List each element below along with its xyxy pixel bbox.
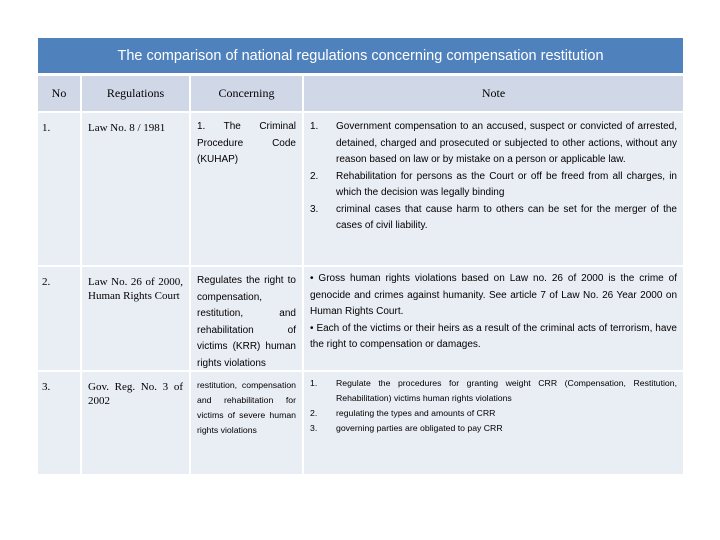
header-regulations: Regulations xyxy=(82,76,191,111)
table-row xyxy=(38,267,683,372)
note-list xyxy=(310,119,677,235)
header-row xyxy=(38,76,683,113)
note-item xyxy=(310,406,677,421)
note-number: 1. xyxy=(310,378,318,388)
note-number: 2. xyxy=(310,170,319,182)
regulation-cell: Gov. Reg. No. 3 of 2002 xyxy=(82,372,191,474)
note-text: Rehabilitation for persons as the Court or off be freed from all charges, in which the decision was legally binding xyxy=(336,170,677,198)
comparison-table xyxy=(38,38,683,476)
note-cell xyxy=(304,113,683,265)
regulation-cell: Law No. 26 of 2000, Human Rights Court xyxy=(82,267,191,370)
row-number: 2. xyxy=(38,267,82,370)
note-number: 3. xyxy=(310,203,319,215)
concerning-cell: 1. The Criminal Procedure Code (KUHAP) xyxy=(191,113,304,265)
header-concerning: Concerning xyxy=(191,76,304,111)
note-item xyxy=(310,119,677,169)
regulation-cell: Law No. 8 / 1981 xyxy=(82,113,191,265)
row-number: 1. xyxy=(38,113,82,265)
note-item xyxy=(310,421,677,436)
note-text: governing parties are obligated to pay CRR xyxy=(336,423,503,433)
table-title: The comparison of national regulations concerning compensation restitution xyxy=(38,38,683,76)
note-text: criminal cases that cause harm to others can be set for the merger of the cases of civil liability. xyxy=(336,203,677,231)
row-number: 3. xyxy=(38,372,82,474)
concerning-cell: Regulates the right to compensation, restitution, and rehabilitation of victims (KRR) human rights violations xyxy=(191,267,304,370)
note-item xyxy=(310,376,677,406)
note-number: 2. xyxy=(310,408,318,418)
note-cell xyxy=(304,267,683,370)
note-text: regulating the types and amounts of CRR xyxy=(336,408,496,418)
header-no: No xyxy=(38,76,82,111)
note-paragraph: • Each of the victims or their heirs as a result of the criminal acts of terrorism, have the right to compensation or damages. xyxy=(310,322,677,350)
table-row xyxy=(38,113,683,267)
note-number: 3. xyxy=(310,423,318,433)
note-text: Government compensation to an accused, suspect or convicted of arrested, detained, charged and prosecuted or subjected to other actions, without any reason based on law or by mistake on a person or applicable law. xyxy=(336,121,677,165)
note-text: Regulate the procedures for granting weight CRR (Compensation, Restitution, Rehabilitation) victims human rights violations xyxy=(336,378,677,403)
concerning-cell: restitution, compensation and rehabilitation for victims of severe human rights violations xyxy=(191,372,304,474)
table-row xyxy=(38,372,683,476)
note-list xyxy=(310,376,677,436)
note-item xyxy=(310,202,677,235)
note-item xyxy=(310,169,677,202)
note-cell xyxy=(304,372,683,474)
header-note: Note xyxy=(481,86,506,100)
note-number: 1. xyxy=(310,121,319,132)
note-paragraph: • Gross human rights violations based on Law no. 26 of 2000 is the crime of genocide and crimes against humanity. See article 7 of Law No. 26 Year 2000 on Human Rights Court. xyxy=(310,273,677,317)
